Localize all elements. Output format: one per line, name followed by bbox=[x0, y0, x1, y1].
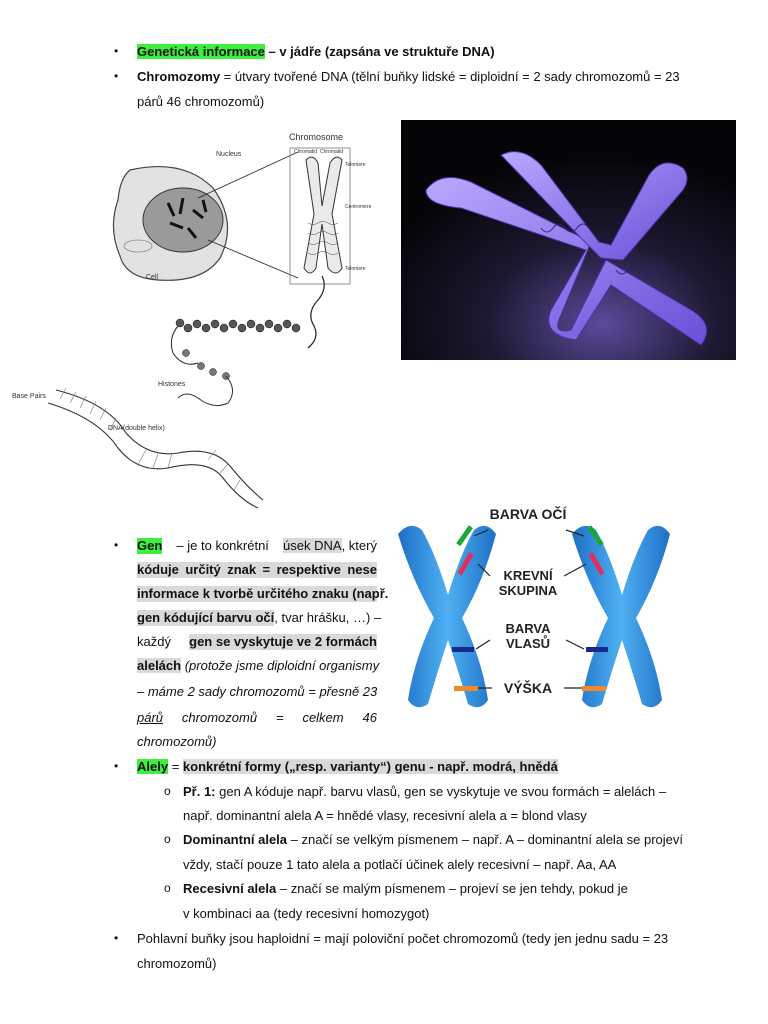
gen-line-7: – máme 2 sady chromozomů = přesně 23 bbox=[137, 684, 378, 699]
dominant-line-2: vždy, stačí pouze 1 tato alela a potlačí účinek alely recesivní – např. Aa, AA bbox=[183, 857, 617, 872]
telomere-label-2: Telomere bbox=[345, 266, 366, 272]
bullet: • bbox=[114, 44, 119, 58]
blood-type-label: KREVNÍ bbox=[503, 568, 553, 583]
centromere-label: Centromere bbox=[345, 204, 372, 210]
sub-bullet: o bbox=[164, 832, 171, 846]
pohlavni-line-1: Pohlavní buňky jsou haploidní = mají poloviční počet chromozomů (tedy jen jednu sadu = 23 bbox=[137, 931, 669, 946]
gen-alleles-text: alelách bbox=[137, 658, 182, 673]
chromozomy-line-2: párů 46 chromozomů) bbox=[137, 94, 265, 109]
recessive-text: – značí se malým písmenem – projeví se jen tehdy, pokud je bbox=[276, 881, 628, 896]
gen-line-2 bbox=[137, 562, 377, 578]
example-text: gen A kóduje např. barvu vlasů, gen se vyskytuje ve svou formách = alelách – bbox=[215, 784, 667, 799]
gen-note-text: (protože jsme diploidní organismy bbox=[181, 658, 380, 673]
chromozomy-text: = útvary tvořené DNA (tělní buňky lidské = diploidní = 2 sady chromozomů = 23 bbox=[220, 69, 680, 84]
bullet: • bbox=[114, 931, 119, 945]
blood-type-label-2: SKUPINA bbox=[498, 583, 558, 598]
chromatid-label-2: Chromatid bbox=[320, 149, 344, 155]
gen-text: – je to konkrétní bbox=[176, 538, 269, 553]
cell-label: Cell bbox=[146, 274, 159, 281]
gen-note-text: párů bbox=[137, 710, 164, 725]
alely-definition: konkrétní formy („resp. varianty“) genu - např. modrá, hnědá bbox=[182, 759, 558, 774]
chromatid-label: Chromatid bbox=[294, 149, 318, 155]
sub-bullet: o bbox=[164, 784, 171, 798]
height-label: VÝŠKA bbox=[503, 680, 553, 696]
gen-line-3 bbox=[137, 586, 389, 602]
alely-line bbox=[137, 759, 558, 775]
bullet: • bbox=[114, 759, 119, 773]
bullet: • bbox=[114, 69, 119, 83]
gen-text: , který bbox=[341, 538, 377, 553]
right-chromosome bbox=[572, 525, 670, 707]
recessive-line-2: v kombinaci aa (tedy recesivní homozygot) bbox=[183, 906, 430, 921]
genetic-info-term: Genetická informace bbox=[137, 44, 265, 59]
hair-color-label-2: VLASŮ bbox=[505, 636, 551, 651]
gen-codes-text: kóduje určitý znak = respektive nese bbox=[137, 562, 377, 577]
recessive-term: Recesivní alela bbox=[183, 881, 277, 896]
dominant-term: Dominantní alela bbox=[183, 832, 288, 847]
gen-text: , tvar hrášku, …) – bbox=[274, 610, 382, 625]
dominant-line-1 bbox=[183, 832, 683, 848]
gen-line-8 bbox=[137, 710, 377, 726]
diagram-title: Chromosome bbox=[289, 132, 344, 142]
gen-eye-color-text: gen kódující barvu očí bbox=[137, 610, 275, 625]
example-term: Př. 1: bbox=[183, 784, 216, 799]
gen-info-text: informace k tvorbě určitého znaku (např. bbox=[137, 586, 389, 601]
telomere-label: Telomere bbox=[345, 162, 366, 168]
gen-line-4 bbox=[137, 610, 382, 626]
hair-color-label: BARVA bbox=[505, 621, 551, 636]
gen-line-1 bbox=[137, 538, 377, 554]
dominant-text: – značí se velkým písmenem – např. A – dominantní alela se projeví bbox=[287, 832, 684, 847]
base-pairs-label: Base Pairs bbox=[12, 393, 46, 400]
chromosome-photo bbox=[401, 120, 736, 360]
gen-line-5 bbox=[137, 634, 377, 650]
histones-label: Histones bbox=[158, 381, 186, 388]
left-chromosome bbox=[398, 525, 496, 707]
alely-eq: = bbox=[168, 759, 183, 774]
dna-label: DNA(double helix) bbox=[108, 425, 165, 432]
bullet: • bbox=[114, 538, 119, 552]
sub-bullet: o bbox=[164, 881, 171, 895]
gen-text: každý bbox=[137, 634, 171, 649]
gen-note-text: 46 bbox=[362, 710, 377, 725]
example-line-2: např. dominantní alela A = hnědé vlasy, recesivní alela a = blond vlasy bbox=[183, 808, 587, 823]
example-line-1 bbox=[183, 784, 666, 800]
genetic-info-text: – v jádře (zapsána ve struktuře DNA) bbox=[264, 44, 495, 59]
gen-note-text: chromozomů bbox=[181, 710, 258, 725]
chromozomy-term: Chromozomy bbox=[137, 69, 221, 84]
chromozomy-line-1 bbox=[137, 69, 680, 85]
genetic-info-line bbox=[137, 44, 495, 60]
gen-line-6 bbox=[137, 658, 379, 674]
gen-note-text: celkem bbox=[302, 710, 344, 725]
gen-dna-segment: úsek DNA bbox=[283, 538, 342, 553]
pohlavni-line-2: chromozomů) bbox=[137, 956, 217, 971]
gen-two-forms-text: gen se vyskytuje ve 2 formách bbox=[189, 634, 377, 649]
gene-loci-diagram bbox=[388, 500, 678, 722]
gen-line-9: chromozomů) bbox=[137, 734, 217, 749]
nucleus-label: Nucleus bbox=[216, 151, 242, 158]
eye-color-label: BARVA OČÍ bbox=[489, 506, 567, 522]
chromosome-structure-diagram bbox=[8, 128, 396, 512]
recessive-line-1 bbox=[183, 881, 628, 897]
alely-term: Alely bbox=[137, 759, 169, 774]
gen-note-text: = bbox=[275, 710, 284, 725]
gen-term: Gen bbox=[137, 538, 163, 553]
